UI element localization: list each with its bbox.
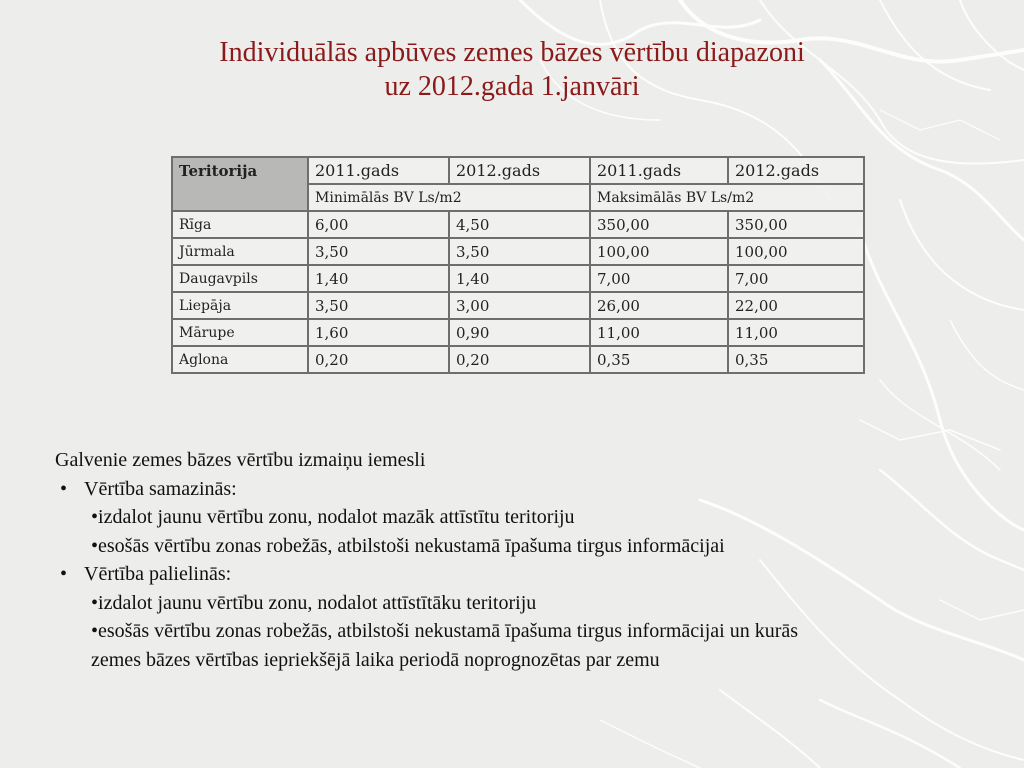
reasons-section: [55, 446, 1005, 674]
year-header-min-2012: 2012.gads: [449, 157, 590, 184]
table-row: [172, 265, 864, 292]
sub-bullet-text: izdalot jaunu vērtību zonu, nodalot attīstītāku teritoriju: [98, 591, 537, 614]
max-2011-value: 0,35: [590, 346, 728, 373]
slide-title: [0, 36, 1024, 104]
table-row: [172, 346, 864, 373]
table-row: [172, 319, 864, 346]
bullet-dot-icon: •: [60, 477, 68, 500]
bullet-dot-icon: •: [91, 506, 99, 528]
max-2011-value: 11,00: [590, 319, 728, 346]
slide-title-line-1: Individuālās apbūves zemes bāzes vērtību diapazoni: [219, 37, 805, 68]
sub-bullet: [55, 532, 1005, 561]
bullet-dot-icon: •: [91, 534, 99, 557]
sub-bullet: [55, 617, 1005, 646]
min-2012-value: 0,20: [449, 346, 590, 373]
max-2011-value: 350,00: [590, 211, 728, 238]
sub-bullet: [55, 589, 1005, 618]
min-values-header: Minimālās BV Ls/m2: [308, 184, 590, 211]
min-2011-value: 3,50: [308, 292, 449, 319]
min-2012-value: 1,40: [449, 265, 590, 292]
bullet-decrease-label: Vērtība samazinās:: [84, 477, 237, 500]
year-header-min-2011: 2011.gads: [308, 157, 449, 184]
max-values-header: Maksimālās BV Ls/m2: [590, 184, 864, 211]
bullet-dot-icon: •: [91, 591, 99, 614]
territory-name: Jūrmala: [172, 238, 308, 265]
bullet-increase-label: Vērtība palielinās:: [84, 563, 232, 585]
min-2012-value: 0,90: [449, 319, 590, 346]
sub-bullet-continuation: zemes bāzes vērtības iepriekšējā laika periodā noprognozētas par zemu: [91, 648, 660, 671]
max-2011-value: 7,00: [590, 265, 728, 292]
table-header-row: [172, 157, 864, 184]
year-header-max-2012: 2012.gads: [728, 157, 864, 184]
territory-name: Mārupe: [172, 319, 308, 346]
sub-bullet-text: esošās vērtību zonas robežās, atbilstoši nekustamā īpašuma tirgus informācijai: [98, 534, 725, 557]
max-2012-value: 100,00: [728, 238, 864, 265]
territory-header: Teritorija: [172, 157, 308, 211]
min-2012-value: 4,50: [449, 211, 590, 238]
table-row: [172, 238, 864, 265]
territory-name: Aglona: [172, 346, 308, 373]
year-header-max-2011: 2011.gads: [590, 157, 728, 184]
territory-name: Liepāja: [172, 292, 308, 319]
min-2012-value: 3,00: [449, 292, 590, 319]
bullet-dot-icon: •: [60, 563, 68, 585]
max-2012-value: 11,00: [728, 319, 864, 346]
table-row: [172, 211, 864, 238]
max-2012-value: 7,00: [728, 265, 864, 292]
min-2012-value: 3,50: [449, 238, 590, 265]
territory-name: Daugavpils: [172, 265, 308, 292]
max-2012-value: 0,35: [728, 346, 864, 373]
max-2011-value: 100,00: [590, 238, 728, 265]
max-2012-value: 350,00: [728, 211, 864, 238]
max-2011-value: 26,00: [590, 292, 728, 319]
min-2011-value: 0,20: [308, 346, 449, 373]
bullet-decrease: [55, 475, 1005, 504]
max-2012-value: 22,00: [728, 292, 864, 319]
sub-bullet-text: esošās vērtību zonas robežās, atbilstoši nekustamā īpašuma tirgus informācijai un kurās: [98, 620, 799, 642]
min-2011-value: 1,40: [308, 265, 449, 292]
min-2011-value: 6,00: [308, 211, 449, 238]
min-2011-value: 3,50: [308, 238, 449, 265]
min-2011-value: 1,60: [308, 319, 449, 346]
bullet-increase: [55, 560, 1005, 589]
reasons-heading: Galvenie zemes bāzes vērtību izmaiņu iemesli: [55, 449, 426, 471]
sub-bullet-text: izdalot jaunu vērtību zonu, nodalot mazāk attīstītu teritoriju: [98, 506, 575, 528]
sub-bullet: [55, 503, 1005, 532]
territory-name: Rīga: [172, 211, 308, 238]
slide-title-line-2: uz 2012.gada 1.janvāri: [384, 71, 640, 102]
bullet-dot-icon: •: [91, 620, 99, 642]
table-row: [172, 292, 864, 319]
base-value-ranges-table: [171, 156, 865, 374]
